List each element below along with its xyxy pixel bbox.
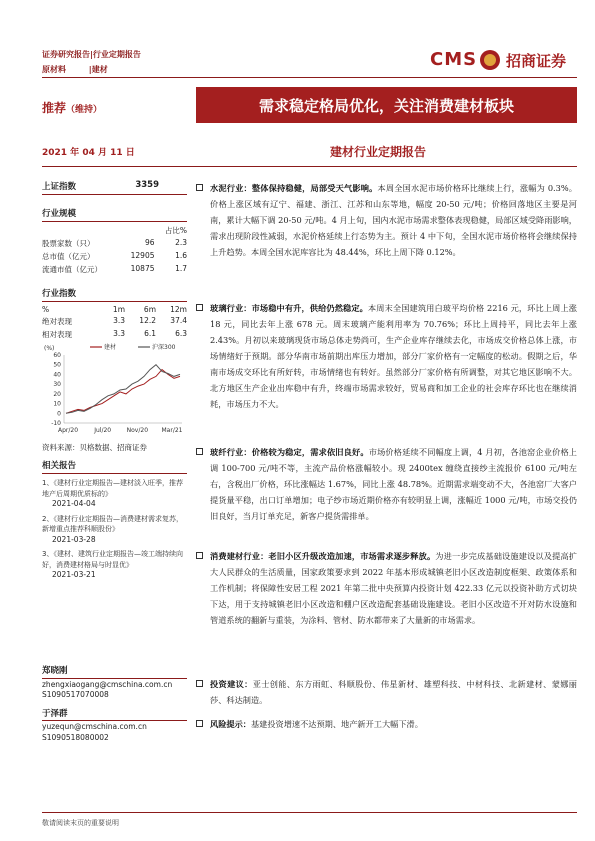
scale-row-label: 流通市值（亿元） bbox=[42, 265, 102, 274]
y-tick-label: 30 bbox=[53, 381, 61, 389]
index-value: 3359 bbox=[135, 180, 159, 190]
related-report-title: 1、《建材行业定期报告—建材淡入旺季，推荐地产后周期优质标的》 bbox=[42, 479, 183, 498]
perf-row-1m: 3.3 bbox=[113, 329, 125, 338]
rating-block bbox=[42, 99, 102, 116]
related-reports bbox=[42, 478, 187, 581]
y-tick-label: 10 bbox=[53, 400, 61, 408]
section-text: 为进一步完成基础设施建设以及提高扩大人民群众的生活质量，国家政策要求到 2022 年基本形成城镇老旧小区改造制度框架、政策体系和工作机制；将保障性安居工程 2021 年第二批中央预算内投资计划 422.33 亿元以投资补助方式切块下达，用于支持城镇老旧小区改造和棚户区改造配套基础设施建设。老旧小区改造不开对防水设施和管道系统的翻新与重装，为涂料、管材、防水都带来了大量新的市场需求。 bbox=[210, 551, 577, 625]
checkbox-bullet-icon bbox=[196, 448, 203, 455]
report-date: 2021 年 04 月 11 日 bbox=[42, 148, 135, 158]
y-tick-label: 0 bbox=[57, 410, 61, 418]
index-label: 上证指数 bbox=[42, 182, 77, 192]
analyst-name: 郑晓刚 bbox=[42, 666, 187, 679]
logo-text: CMS bbox=[430, 49, 478, 70]
perf-row-12m: 6.3 bbox=[175, 329, 187, 338]
scale-row-value: 10875 bbox=[130, 264, 155, 273]
body-section bbox=[196, 548, 577, 628]
perf-col-1: 1m bbox=[112, 305, 125, 314]
section-text: 本周末全国建筑用白玻平均价格 2216 元，环比上周上涨 18 元，同比去年上涨 678 元。周末玻璃产能利用率为 70.76%；环比上周持平，同比去年上涨 2.43%。月初以来玻璃现货市场总体走势尚可，生产企业库存继续去化，市场成交价格总体上涨，市场情绪好于预期。部分华南市场前期出库压力增加，部分厂家价格有一定幅度的松动。假期之后，华南市场成交环比有所好转，市场情绪也有转好。虽然部分厂家价格有所调整，对其它地区影响不大。北方地区生产企业出库稳中有升，终端市场需求较好，贸易商和加工企业的社会库存环比也在继续消耗，市场压力不大。 bbox=[210, 303, 577, 409]
section-heading: 投资建议： bbox=[210, 679, 253, 689]
legend-label: 沪深300 bbox=[152, 344, 176, 351]
perf-title: 行业指数 bbox=[42, 287, 187, 302]
scale-row-label: 股票家数（只） bbox=[42, 239, 95, 248]
analyst-card bbox=[42, 666, 187, 701]
checkbox-bullet-icon bbox=[196, 184, 203, 191]
header-divider bbox=[42, 77, 577, 78]
report-type: 建材行业定期报告 bbox=[330, 145, 427, 159]
perf-row bbox=[42, 329, 187, 340]
analyst-email[interactable]: yuzequn@cmschina.com.cn bbox=[42, 722, 147, 731]
perf-row bbox=[42, 316, 187, 327]
x-tick-label: Apr/20 bbox=[57, 427, 79, 434]
x-tick-label: Jul/20 bbox=[94, 427, 112, 434]
analyst-name: 于泽群 bbox=[42, 709, 187, 722]
body-section bbox=[196, 444, 577, 524]
perf-row-label: 相对表现 bbox=[42, 330, 72, 339]
footer-note: 敬请阅读末页的重要说明 bbox=[42, 819, 119, 827]
scale-row bbox=[42, 264, 187, 275]
series-line-csi300 bbox=[66, 365, 180, 414]
related-report-item[interactable] bbox=[42, 549, 187, 581]
checkbox-bullet-icon bbox=[196, 552, 203, 559]
section-heading: 消费建材行业：老旧小区升级改造加速，市场需求逐步释放。 bbox=[210, 551, 436, 561]
related-report-item[interactable] bbox=[42, 478, 187, 510]
scale-row-label: 总市值（亿元） bbox=[42, 252, 95, 261]
analyst-id: S1090517070008 bbox=[42, 690, 109, 699]
body-section bbox=[196, 300, 577, 412]
chart-source: 资料来源：贝格数据、招商证券 bbox=[42, 443, 147, 452]
perf-col-2: 6m bbox=[143, 305, 156, 314]
section-heading: 风险提示： bbox=[210, 719, 251, 729]
legend-label: 建材 bbox=[104, 344, 117, 351]
perf-row-1m: 3.3 bbox=[113, 316, 125, 325]
scale-col-header: 占比% bbox=[164, 226, 187, 235]
related-report-title: 2、《建材行业定期报告—消费建材需求复苏，新增重点推荐科顺股份》 bbox=[42, 514, 183, 533]
checkbox-bullet-icon bbox=[196, 720, 203, 727]
report-title-banner bbox=[196, 87, 577, 123]
scale-title: 行业规模 bbox=[42, 207, 187, 222]
related-report-title: 3、《建材、建筑行业定期报告—竣工端持续向好，消费建材格局与时显优》 bbox=[42, 550, 183, 569]
section-heading: 水泥行业：整体保持稳健，局部受天气影响。 bbox=[210, 183, 378, 193]
analyst-id: S1090518080002 bbox=[42, 732, 109, 742]
report-title: 需求稳定格局优化，关注消费建材板块 bbox=[258, 96, 514, 115]
scale-row-pct: 1.7 bbox=[175, 264, 187, 273]
scale-row bbox=[42, 251, 187, 262]
category-line: 原材料 |建材 bbox=[42, 65, 108, 74]
analyst-email[interactable]: zhengxiaogang@cmschina.com.cn bbox=[42, 679, 173, 689]
rating: 推荐 bbox=[42, 101, 67, 115]
perf-col-0: % bbox=[42, 305, 50, 314]
body-section bbox=[196, 180, 577, 260]
related-report-date: 2021-04-04 bbox=[52, 499, 96, 508]
y-tick-label: 40 bbox=[53, 371, 61, 379]
rating-note: （维持） bbox=[66, 105, 103, 115]
perf-row-6m: 6.1 bbox=[144, 329, 156, 338]
perf-header bbox=[42, 305, 187, 314]
y-tick-label: 20 bbox=[53, 390, 61, 398]
body-section bbox=[196, 676, 577, 708]
footer-divider bbox=[42, 812, 577, 813]
section-text: 亚士创能、东方雨虹、科顺股份、伟星新材、雄塑科技、中材科技、北新建材、蒙娜丽莎、科达制造。 bbox=[210, 679, 577, 705]
related-report-item[interactable] bbox=[42, 514, 187, 546]
related-report-date: 2021-03-28 bbox=[52, 534, 96, 544]
y-tick-label: 50 bbox=[53, 361, 61, 369]
checkbox-bullet-icon bbox=[196, 680, 203, 687]
perf-row-12m: 37.4 bbox=[170, 316, 187, 325]
report-tag-line: 证券研究报告|行业定期报告 bbox=[42, 50, 141, 59]
logo-emblem-icon bbox=[480, 50, 500, 70]
cms-logo bbox=[430, 49, 578, 73]
perf-row-label: 绝对表现 bbox=[42, 317, 72, 326]
perf-row-6m: 12.2 bbox=[139, 316, 156, 325]
series-line-building-materials bbox=[66, 370, 180, 414]
scale-table bbox=[42, 238, 187, 275]
section-text: 本周全国水泥市场价格环比继续上行，涨幅为 0.3%。价格上涨区域有辽宁、福建、浙江、江苏和山东等地，幅度 20-50 元/吨；价格回落地区主要是河南，累计大幅下调 20-50 元/吨。4 月上旬，国内水泥市场需求整体表现稳健，局部区域受降雨影响，需求出现阶段性减弱，水泥价格延续上行态势为主。预计 4 中下旬，全国水泥市场价格将会继续保持上升趋势。本周全国水泥库容比为 48.44%，环比上周下降 0.12%。 bbox=[210, 183, 577, 257]
y-axis-label: (%) bbox=[44, 345, 55, 352]
index-row bbox=[42, 180, 187, 195]
logo-cn: 招商证券 bbox=[506, 52, 567, 70]
scale-row-value: 96 bbox=[144, 238, 155, 247]
analysts bbox=[42, 666, 187, 751]
analyst-card bbox=[42, 709, 187, 744]
checkbox-bullet-icon bbox=[196, 304, 203, 311]
y-tick-label: 60 bbox=[53, 352, 61, 359]
category-left: 原材料 bbox=[42, 65, 66, 74]
index-performance-chart bbox=[42, 343, 187, 438]
related-title: 相关报告 bbox=[42, 459, 187, 474]
scale-row-value: 12905 bbox=[130, 251, 155, 260]
x-tick-label: Nov/20 bbox=[126, 427, 149, 434]
scale-row-pct: 1.6 bbox=[175, 251, 187, 260]
section-text: 基建投资增速不达预期、地产新开工大幅下滑。 bbox=[250, 719, 423, 729]
scale-row bbox=[42, 238, 187, 249]
body-section bbox=[196, 716, 577, 732]
related-report-date: 2021-03-21 bbox=[52, 570, 96, 579]
section-heading: 玻纤行业：价格较为稳定，需求依旧良好。 bbox=[210, 447, 369, 457]
perf-col-3: 12m bbox=[170, 305, 187, 314]
section-text: 市场价格延续不同幅度上调，4 月初，各池窑企业价格上调 100-700 元/吨不等，主流产品价格涨幅较小。现 2400tex 缠绕直接纱主流报价 6100 元/吨左右，含税出厂价格，环比涨幅达 1.67%，同比上涨 48.78%。近期需求端变动不大，各池窑厂大客户提货量平稳，出口订单增加；电子纱市场近期价格亦有较明显上调，涨幅近 1000 元/吨，市场交投仍旧良好，当月订单充足，新客户提货需排单。 bbox=[210, 447, 577, 521]
perf-table bbox=[42, 316, 187, 340]
date-divider bbox=[42, 166, 577, 167]
section-heading: 玻璃行业：市场稳中有升，供给仍然稳定。 bbox=[210, 303, 368, 313]
scale-row-pct: 2.3 bbox=[175, 238, 187, 247]
y-tick-label: -10 bbox=[51, 420, 61, 427]
category-right: 建材 bbox=[91, 65, 108, 74]
x-tick-label: Mar/21 bbox=[161, 427, 183, 434]
sidebar bbox=[42, 172, 187, 340]
